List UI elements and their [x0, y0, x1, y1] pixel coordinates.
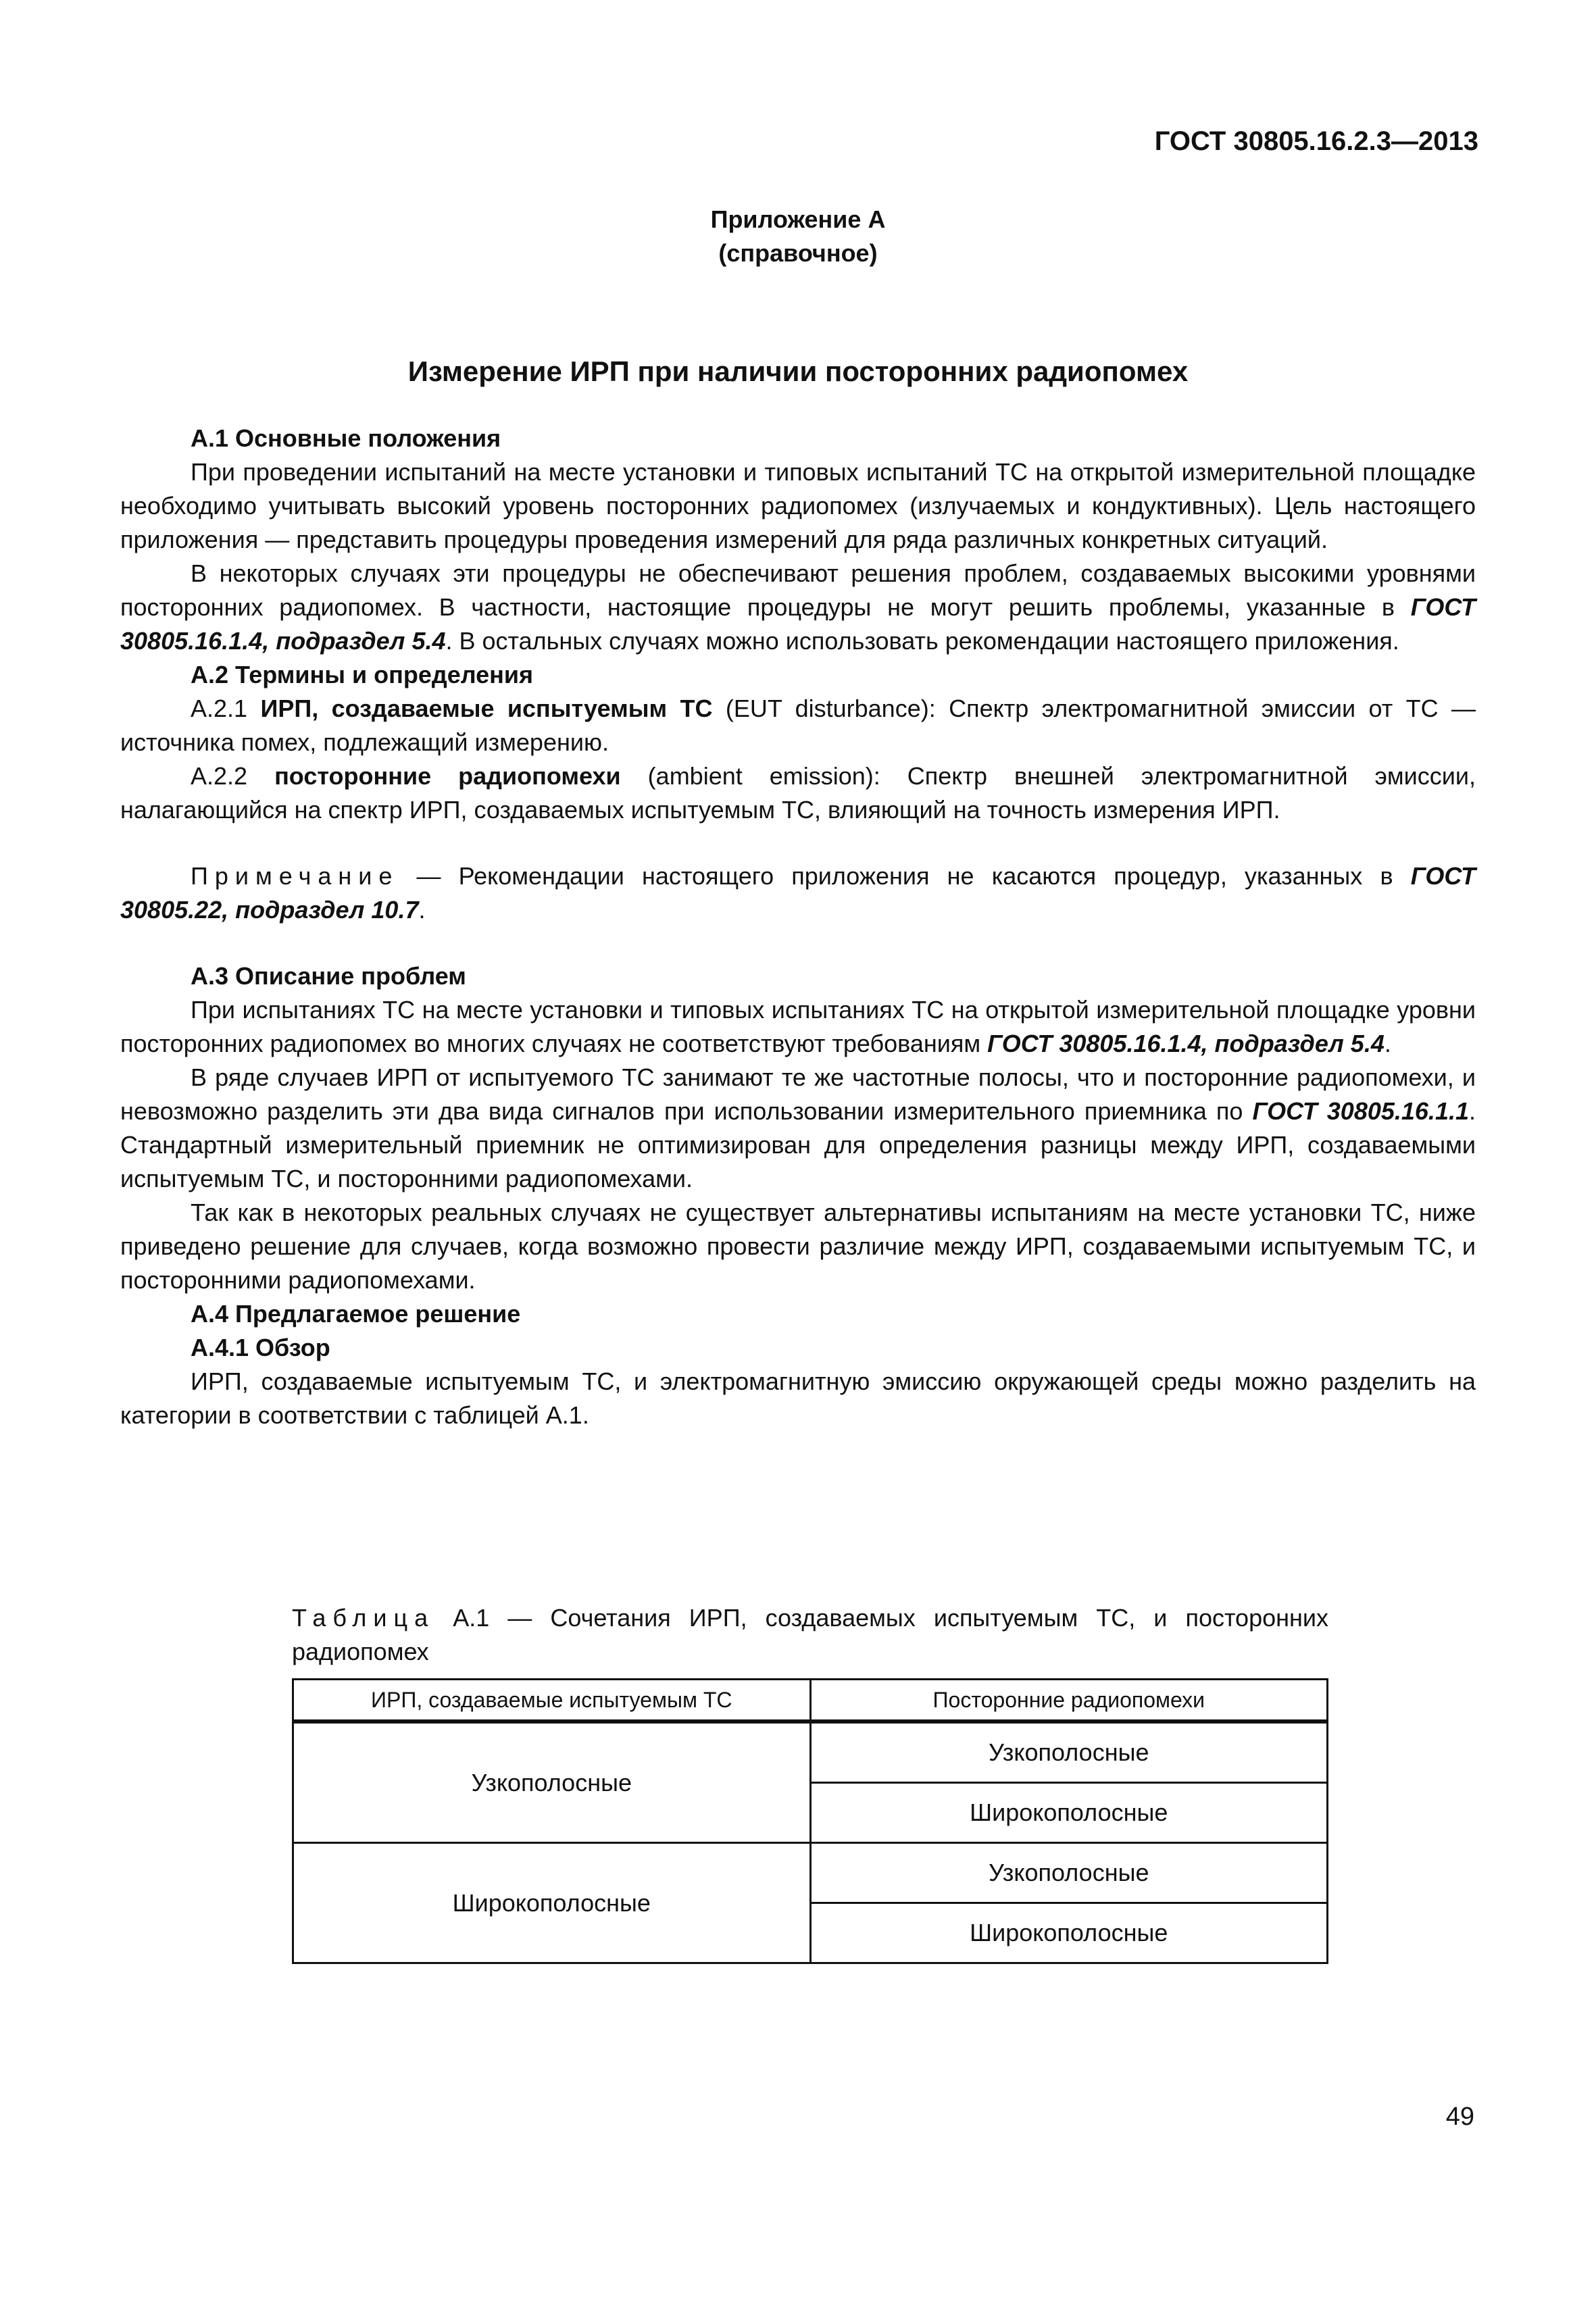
- annex-label: Приложение А: [710, 205, 886, 233]
- table-cell-eut-broadband: Широкополосные: [293, 1843, 811, 1963]
- section-a4-heading: А.4 Предлагаемое решение: [191, 1300, 521, 1328]
- document-body: [120, 422, 1476, 1432]
- section-a2-heading: А.2 Термины и определения: [191, 661, 534, 688]
- table-cell-ambient: Узкополосные: [810, 1721, 1328, 1783]
- table-header-ambient: Посторонние радиопомехи: [810, 1680, 1328, 1722]
- section-a4-1-heading: А.4.1 Обзор: [191, 1334, 330, 1361]
- page-number: 49: [1445, 2103, 1474, 2131]
- table-cell-eut-narrowband: Узкополосные: [293, 1721, 811, 1843]
- table-caption-label: Таблица: [292, 1604, 435, 1632]
- reference-gost-16-1-1: ГОСТ 30805.16.1.1: [1252, 1097, 1469, 1125]
- note-label: Примечание: [191, 862, 399, 890]
- table-header-eut: ИРП, создаваемые испытуемым ТС: [293, 1680, 811, 1722]
- section-a1-paragraph-1: При проведении испытаний на месте установки и типовых испытаний ТС на открытой измерительной площадке необходимо учитывать высокий уровень посторонних радиопомех (излучаемых и кондуктивных). Цель настоящего приложения — представить процедуры проведения измерений для ряда различных конкретных ситуаций.: [120, 458, 1476, 553]
- reference-gost-16-1-4-b: ГОСТ 30805.16.1.4, подраздел 5.4: [987, 1030, 1385, 1057]
- term-a2-2: А.2.2 посторонние радиопомехи (ambient emission): Спектр внешней электромагнитной эмиссии, налагающийся на спектр ИРП, создаваемых испытуемым ТС, влияющий на точность измерения ИРП.: [120, 762, 1476, 824]
- annex-label-block: [0, 203, 1596, 270]
- annex-status: (справочное): [718, 239, 878, 267]
- table-cell-ambient: Широкополосные: [810, 1903, 1328, 1963]
- section-a3-heading: А.3 Описание проблем: [191, 962, 466, 990]
- document-code: ГОСТ 30805.16.2.3—2013: [1154, 126, 1478, 156]
- table-cell-ambient: Узкополосные: [810, 1843, 1328, 1903]
- reference-gost-16-1-4: ГОСТ 30805.16.1.4, подраздел 5.4: [120, 593, 1476, 655]
- section-a3-paragraph-1: При испытаниях ТС на месте установки и типовых испытаниях ТС на открытой измерительной площадке уровни посторонних радиопомех во многих случаях не соответствуют требованиям ГОСТ 30805.16.1.4, подраздел 5.4.: [120, 996, 1476, 1057]
- table-cell-ambient: Широкополосные: [810, 1783, 1328, 1843]
- section-a3-paragraph-3: Так как в некоторых реальных случаях не существует альтернативы испытаниям на месте установки ТС, ниже приведено решение для случаев, когда возможно провести различие между ИРП, создаваемыми испытуемым ТС, и посторонними радиопомехами.: [120, 1199, 1476, 1294]
- table-a1: [292, 1678, 1328, 1964]
- term-a2-1: А.2.1 ИРП, создаваемые испытуемым ТС (EUT disturbance): Спектр электромагнитной эмиссии от ТС — источника помех, подлежащий измерению.: [120, 695, 1476, 756]
- annex-title: Измерение ИРП при наличии посторонних радиопомех: [407, 355, 1189, 387]
- reference-gost-22: ГОСТ 30805.22, подраздел 10.7: [120, 862, 1476, 924]
- term-a2-1-name: ИРП, создаваемые испытуемым ТС: [260, 695, 713, 722]
- section-a1-paragraph-2: В некоторых случаях эти процедуры не обеспечивают решения проблем, создаваемых высокими уровнями посторонних радиопомех. В частности, настоящие процедуры не могут решить проблемы, указанные в ГОСТ 30805.16.1.4, подраздел 5.4. В остальных случаях можно использовать рекомендации настоящего приложения.: [120, 559, 1476, 655]
- note: Примечание — Рекомендации настоящего приложения не касаются процедур, указанных в ГОСТ 30805.22, подраздел 10.7.: [120, 862, 1476, 924]
- table-caption: Таблица А.1 — Сочетания ИРП, создаваемых испытуемым ТС, и посторонних радиопомех: [292, 1604, 1328, 1665]
- section-a4-1-paragraph: ИРП, создаваемые испытуемым ТС, и электромагнитную эмиссию окружающей среды можно разделить на категории в соответствии с таблицей А.1.: [120, 1367, 1476, 1429]
- section-a1-heading: А.1 Основные положения: [191, 424, 501, 452]
- section-a3-paragraph-2: В ряде случаев ИРП от испытуемого ТС занимают те же частотные полосы, что и посторонние радиопомехи, и невозможно разделить эти два вида сигналов при использовании измерительного приемника по ГОСТ 30805.16.1.1. Стандартный измерительный приемник не оптимизирован для определения разницы между ИРП, создаваемыми испытуемым ТС, и посторонними радиопомехами.: [120, 1063, 1476, 1192]
- term-a2-2-name: посторонние радиопомехи: [274, 762, 621, 790]
